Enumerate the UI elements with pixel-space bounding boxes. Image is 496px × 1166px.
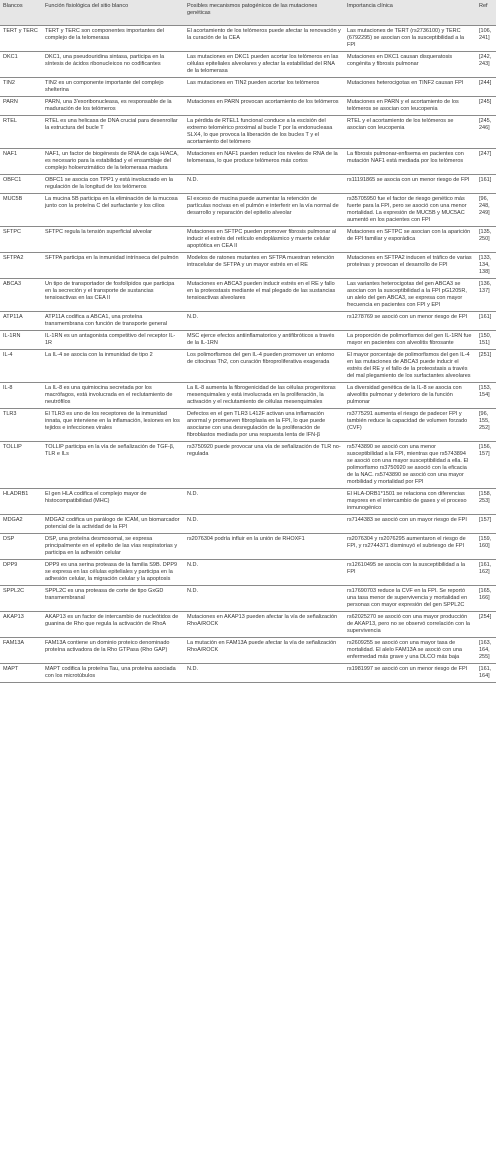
cell-ref: [135, 250] [476, 227, 496, 253]
cell-function: DPP9 es una serina proteasa de la familia S9B. DPP9 se expresa en las células epiteliales y participa en la adhesión celular, la migración celular y la apoptosis [42, 560, 184, 586]
cell-clinical: Las mutaciones de TERT (rs2736100) y TERC (6792295) se asocian con la susceptibilidad a la FPI [344, 26, 476, 52]
cell-ref: [245] [476, 97, 496, 116]
cell-function: El TLR3 es uno de los receptores de la inmunidad innata, que interviene en la inflamación, lesiones en los tejidos e infecciones virales [42, 409, 184, 442]
cell-ref: [159, 160] [476, 534, 496, 560]
cell-clinical: El HLA-DRB1*1501 se relaciona con diferencias mayores en el intercambio de gases y el proceso inmunogénico [344, 489, 476, 515]
table-row [0, 442, 496, 489]
table-row [0, 78, 496, 97]
cell-ref: [251] [476, 350, 496, 383]
cell-ref: [165, 166] [476, 586, 496, 612]
cell-function: La mucina 5B participa en la eliminación de la mucosa junto con la proteína C del surfactante y los cilios [42, 194, 184, 227]
cell-ref: [244] [476, 78, 496, 97]
table-row [0, 279, 496, 312]
cell-clinical: rs17690703 reduce la CVF en la FPI. Se reportó una tasa menor de supervivencia y mortalidad en personas con mayor expresión del gen SPPL2C [344, 586, 476, 612]
cell-mechanism: La mutación en FAM13A puede afectar la vía de señalización RhoA/ROCK [184, 638, 344, 664]
cell-mechanism: El exceso de mucina puede aumentar la retención de partículas nocivas en el pulmón e interferir en la vía normal de desarrollo y reparación del epitelio alveolar [184, 194, 344, 227]
cell-ref: [106, 241] [476, 26, 496, 52]
cell-mechanism: La IL-8 aumenta la fibrogenicidad de las células progenitoras mesenquimales y está involucrada en la proliferación, la activación y el reclutamiento de células mesenquimales [184, 383, 344, 409]
cell-function: DSP, una proteína desmosomal, se expresa principalmente en el epitelio de las vías respiratorias y participa en la adhesión celular [42, 534, 184, 560]
cell-target: IL-4 [0, 350, 42, 383]
header-row [0, 0, 496, 26]
table-row [0, 612, 496, 638]
cell-clinical: Mutaciones en SFTPA2 inducen el tráfico de varias proteínas y provocan el desarrollo de FPI [344, 253, 476, 279]
cell-clinical: Mutaciones en PARN y el acortamiento de los telómeros se asocian con leucopenia [344, 97, 476, 116]
cell-function: TIN2 es un componente importante del complejo shelterina [42, 78, 184, 97]
cell-ref: [158, 253] [476, 489, 496, 515]
table-row [0, 227, 496, 253]
table-row [0, 26, 496, 52]
cell-mechanism: Las mutaciones en TIN2 pueden acortar los telómeros [184, 78, 344, 97]
cell-target: ABCA3 [0, 279, 42, 312]
cell-target: PARN [0, 97, 42, 116]
cell-function: NAF1, un factor de biogénesis de RNA de caja H/ACA, es necesario para la estabilidad y el ensamblaje del complejo holoenzimático de la telomerasa madura [42, 149, 184, 175]
table-row [0, 116, 496, 149]
cell-function: La IL-4 se asocia con la inmunidad de tipo 2 [42, 350, 184, 383]
table-row [0, 383, 496, 409]
cell-clinical: rs2076304 y rs2076295 aumentaron el riesgo de FPI, y rs2744371 disminuyó el subriesgo de FPI [344, 534, 476, 560]
cell-mechanism: N.D. [184, 560, 344, 586]
cell-target: DSP [0, 534, 42, 560]
table-row [0, 489, 496, 515]
cell-function: RTEL es una helicasa de DNA crucial para desenrollar la estructura del bucle T [42, 116, 184, 149]
table-header [0, 0, 496, 26]
cell-function: ATP11A codifica a ABCA1, una proteína transmembrana con función de transporte general [42, 312, 184, 331]
cell-mechanism: Los polimorfismos del gen IL-4 pueden promover un entorno de citocinas Th2, con curación fibroproliferativa exagerada [184, 350, 344, 383]
cell-ref: [242, 243] [476, 52, 496, 78]
cell-clinical: Las variantes heterocigotas del gen ABCA3 se asocian con la susceptibilidad a la FPI pG1205R, un alelo del gen ABCA3, se expresa con mayor frecuencia en pacientes con FPI y EPI [344, 279, 476, 312]
cell-ref: [157] [476, 515, 496, 534]
cell-function: FAM13A contiene un dominio proteico denominado proteína activadora de la Rho GTPasa (Rho GAP) [42, 638, 184, 664]
cell-mechanism: Mutaciones en SFTPC pueden promover fibrosis pulmonar al inducir el estrés del retículo endoplásmico y muerte celular apoptótica en CEA II [184, 227, 344, 253]
cell-target: MAPT [0, 664, 42, 683]
table-row [0, 664, 496, 683]
header-mechanism: Posibles mecanismos patogénicos de las mutaciones genéticas [184, 0, 344, 26]
table-body [0, 26, 496, 683]
header-targets: Blancos [0, 0, 42, 26]
cell-target: HLADRB1 [0, 489, 42, 515]
cell-ref: [96, 155, 252] [476, 409, 496, 442]
cell-target: TIN2 [0, 78, 42, 97]
cell-mechanism: N.D. [184, 312, 344, 331]
cell-clinical: Mutaciones en DKC1 causan disqueratosis congénita y fibrosis pulmonar [344, 52, 476, 78]
cell-clinical: RTEL y el acortamiento de los telómeros se asocian con leucopenia [344, 116, 476, 149]
table-row [0, 586, 496, 612]
cell-ref: [161, 164] [476, 664, 496, 683]
cell-target: IL-1RN [0, 331, 42, 350]
cell-ref: [161, 162] [476, 560, 496, 586]
cell-function: El gen HLA codifica el complejo mayor de histocompatibilidad (MHC) [42, 489, 184, 515]
cell-mechanism: MSC ejerce efectos antiinflamatorios y antifibróticos a través de la IL-1RN [184, 331, 344, 350]
table-row [0, 350, 496, 383]
cell-target: NAF1 [0, 149, 42, 175]
cell-ref: [96, 248, 249] [476, 194, 496, 227]
cell-clinical: rs1278769 se asoció con un menor riesgo de FPI [344, 312, 476, 331]
cell-target: OBFC1 [0, 175, 42, 194]
table-row [0, 194, 496, 227]
cell-clinical: rs12610495 se asocia con la susceptibilidad a la FPI [344, 560, 476, 586]
cell-mechanism: Las mutaciones en DKC1 pueden acortar los telómeros en las células epiteliales alveolares y afectar la estabilidad del RNA de la telomerasa [184, 52, 344, 78]
cell-mechanism: El acortamiento de los telómeros puede afectar la renovación y la curación de la CEA [184, 26, 344, 52]
cell-target: TOLLIP [0, 442, 42, 489]
cell-clinical: rs35705950 fue el factor de riesgo genético más fuerte para la FPI, pero se asoció con una menor mortalidad. La expresión de MUC5B y MUC5AC aumentó en los pacientes con FPI [344, 194, 476, 227]
cell-mechanism: N.D. [184, 586, 344, 612]
cell-clinical: La diversidad genética de la IL-8 se asocia con alveolitis pulmonar y deterioro de la función pulmonar [344, 383, 476, 409]
cell-mechanism: Defectos en el gen TLR3 L412F activan una inflamación anormal y promueven fibroplasia en la FPI, lo que puede asociarse con una desregulación de la proliferación de fibroblastos mediada por una respuesta lenta de IFN-β [184, 409, 344, 442]
cell-function: MAPT codifica la proteína Tau, una proteína asociada con los microtúbulos [42, 664, 184, 683]
table-row [0, 149, 496, 175]
cell-target: DPP9 [0, 560, 42, 586]
cell-function: SFTPC regula la tensión superficial alveolar [42, 227, 184, 253]
cell-target: AKAP13 [0, 612, 42, 638]
cell-ref: [161] [476, 175, 496, 194]
cell-ref: [163, 164, 255] [476, 638, 496, 664]
cell-function: PARN, una 3'exoribonucleasa, es responsable de la maduración de los telómeros [42, 97, 184, 116]
cell-target: MDGA2 [0, 515, 42, 534]
cell-clinical: La fibrosis pulmonar-enfisema en pacientes con mutación NAF1 está mediada por los telómeros [344, 149, 476, 175]
table-row [0, 312, 496, 331]
cell-mechanism: Modelos de ratones mutantes en SFTPA muestran retención intracelular de SFTPA y un mayor estrés en el RE [184, 253, 344, 279]
cell-clinical: rs2609255 se asoció con una mayor tasa de mortalidad. El alelo FAM13A se asoció con una enfermedad más grave y una DLCO más baja [344, 638, 476, 664]
table-row [0, 175, 496, 194]
header-ref: Ref [476, 0, 496, 26]
table-row [0, 515, 496, 534]
cell-ref: [133, 134, 138] [476, 253, 496, 279]
table-row [0, 560, 496, 586]
cell-target: TERT y TERC [0, 26, 42, 52]
table-row [0, 253, 496, 279]
cell-mechanism: N.D. [184, 515, 344, 534]
cell-function: AKAP13 es un factor de intercambio de nucleótidos de guanina de Rho que regula la activación de RhoA [42, 612, 184, 638]
cell-mechanism: La pérdida de RTEL1 funcional conduce a la escisión del extremo telomérico proximal al bucle T por la endonucleasa SLX4, lo que provoca la liberación de los bucles T y el acortamiento del telómero [184, 116, 344, 149]
cell-mechanism: Mutaciones en PARN provocan acortamiento de los telómeros [184, 97, 344, 116]
table-row [0, 97, 496, 116]
cell-ref: [254] [476, 612, 496, 638]
cell-clinical: rs3775291 aumenta el riesgo de padecer FPI y también reduce la capacidad de volumen forzado (CVF) [344, 409, 476, 442]
cell-target: RTEL [0, 116, 42, 149]
cell-mechanism: Mutaciones en AKAP13 pueden afectar la vía de señalización RhoA/ROCK [184, 612, 344, 638]
cell-mechanism: N.D. [184, 664, 344, 683]
table-row [0, 638, 496, 664]
cell-target: SFTPC [0, 227, 42, 253]
cell-mechanism: rs2076304 podría influir en la unión de RHOXF1 [184, 534, 344, 560]
cell-function: TERT y TERC son componentes importantes del complejo de la telomerasa [42, 26, 184, 52]
cell-clinical: rs62025270 se asoció con una mayor producción de AKAP13, pero no se observó correlación con la supervivencia [344, 612, 476, 638]
cell-clinical: Mutaciones en SFTPC se asocian con la aparición de FPI familiar y esporádica [344, 227, 476, 253]
cell-ref: [245, 246] [476, 116, 496, 149]
cell-ref: [150, 151] [476, 331, 496, 350]
cell-clinical: rs1981997 se asoció con un menor riesgo de FPI [344, 664, 476, 683]
cell-target: MUC5B [0, 194, 42, 227]
cell-function: OBFC1 se asocia con TPP1 y está involucrado en la regulación de la longitud de los telómeros [42, 175, 184, 194]
cell-mechanism: N.D. [184, 175, 344, 194]
cell-mechanism: rs3750920 puede provocar una vía de señalización de TLR no-regulada [184, 442, 344, 489]
cell-function: SPPL2C es una proteasa de corte de tipo GxGD transmembranal [42, 586, 184, 612]
cell-ref: [161] [476, 312, 496, 331]
cell-clinical: La proporción de polimorfismos del gen IL-1RN fue mayor en pacientes con alveolitis fibrosante [344, 331, 476, 350]
cell-function: La IL-8 es una quimiocina secretada por los macrófagos, está involucrada en el reclutamiento de neutrófilos [42, 383, 184, 409]
cell-ref: [136, 137] [476, 279, 496, 312]
cell-ref: [247] [476, 149, 496, 175]
cell-mechanism: N.D. [184, 489, 344, 515]
cell-clinical: rs5743890 se asoció con una menor susceptibilidad a la FPI, mientras que rs5743894 se asoció con una mayor susceptibilidad a ella. El polimorfismo rs3750920 se asoció con la eficacia de la NAC. rs5743890 se asoció con una mayor morbilidad y mortalidad por FPI [344, 442, 476, 489]
cell-function: Un tipo de transportador de fosfolípidos que participa en la secreción y el transporte de sustancias tensioactivas en las CEA II [42, 279, 184, 312]
cell-mechanism: Mutaciones en ABCA3 pueden inducir estrés en el RE y fallo en la proteostasis mediante el mal plegado de las sustancias tensioactivas alveolares [184, 279, 344, 312]
cell-function: DKC1, una pseudouridina sintasa, participa en la síntesis de ácidos ribonucleicos no codificantes [42, 52, 184, 78]
cell-clinical: Mutaciones heterocigotas en TINF2 causan FPI [344, 78, 476, 97]
header-function: Función fisiológica del sitio blanco [42, 0, 184, 26]
cell-target: FAM13A [0, 638, 42, 664]
cell-function: TOLLIP participa en la vía de señalización de TGF-β, TLR e ILs [42, 442, 184, 489]
cell-target: TLR3 [0, 409, 42, 442]
header-clinical: Importancia clínica [344, 0, 476, 26]
cell-target: SPPL2C [0, 586, 42, 612]
cell-function: IL-1RN es un antagonista competitivo del receptor IL-1R [42, 331, 184, 350]
cell-mechanism: Mutaciones en NAF1 pueden reducir los niveles de RNA de la telomerasa, lo que produce telómeros más cortos [184, 149, 344, 175]
cell-function: MDGA2 codifica un parálogo de ICAM, un biomarcador potencial de la actividad de la FPI [42, 515, 184, 534]
cell-clinical: rs7144383 se asoció con un mayor riesgo de FPI [344, 515, 476, 534]
cell-target: DKC1 [0, 52, 42, 78]
table-row [0, 52, 496, 78]
cell-ref: [153, 154] [476, 383, 496, 409]
cell-target: ATP11A [0, 312, 42, 331]
cell-target: IL-8 [0, 383, 42, 409]
cell-ref: [156, 157] [476, 442, 496, 489]
cell-clinical: rs11191865 se asocia con un menor riesgo de FPI [344, 175, 476, 194]
cell-clinical: El mayor porcentaje de polimorfismos del gen IL-4 en las mutaciones de ABCA3 puede inducir el estrés del RE y el fallo de la proteostasis a través del mal plegamiento de los surfactantes alveolares [344, 350, 476, 383]
cell-target: SFTPA2 [0, 253, 42, 279]
table-row [0, 534, 496, 560]
table-row [0, 409, 496, 442]
table-row [0, 331, 496, 350]
cell-function: SFTPA participa en la inmunidad intrínseca del pulmón [42, 253, 184, 279]
